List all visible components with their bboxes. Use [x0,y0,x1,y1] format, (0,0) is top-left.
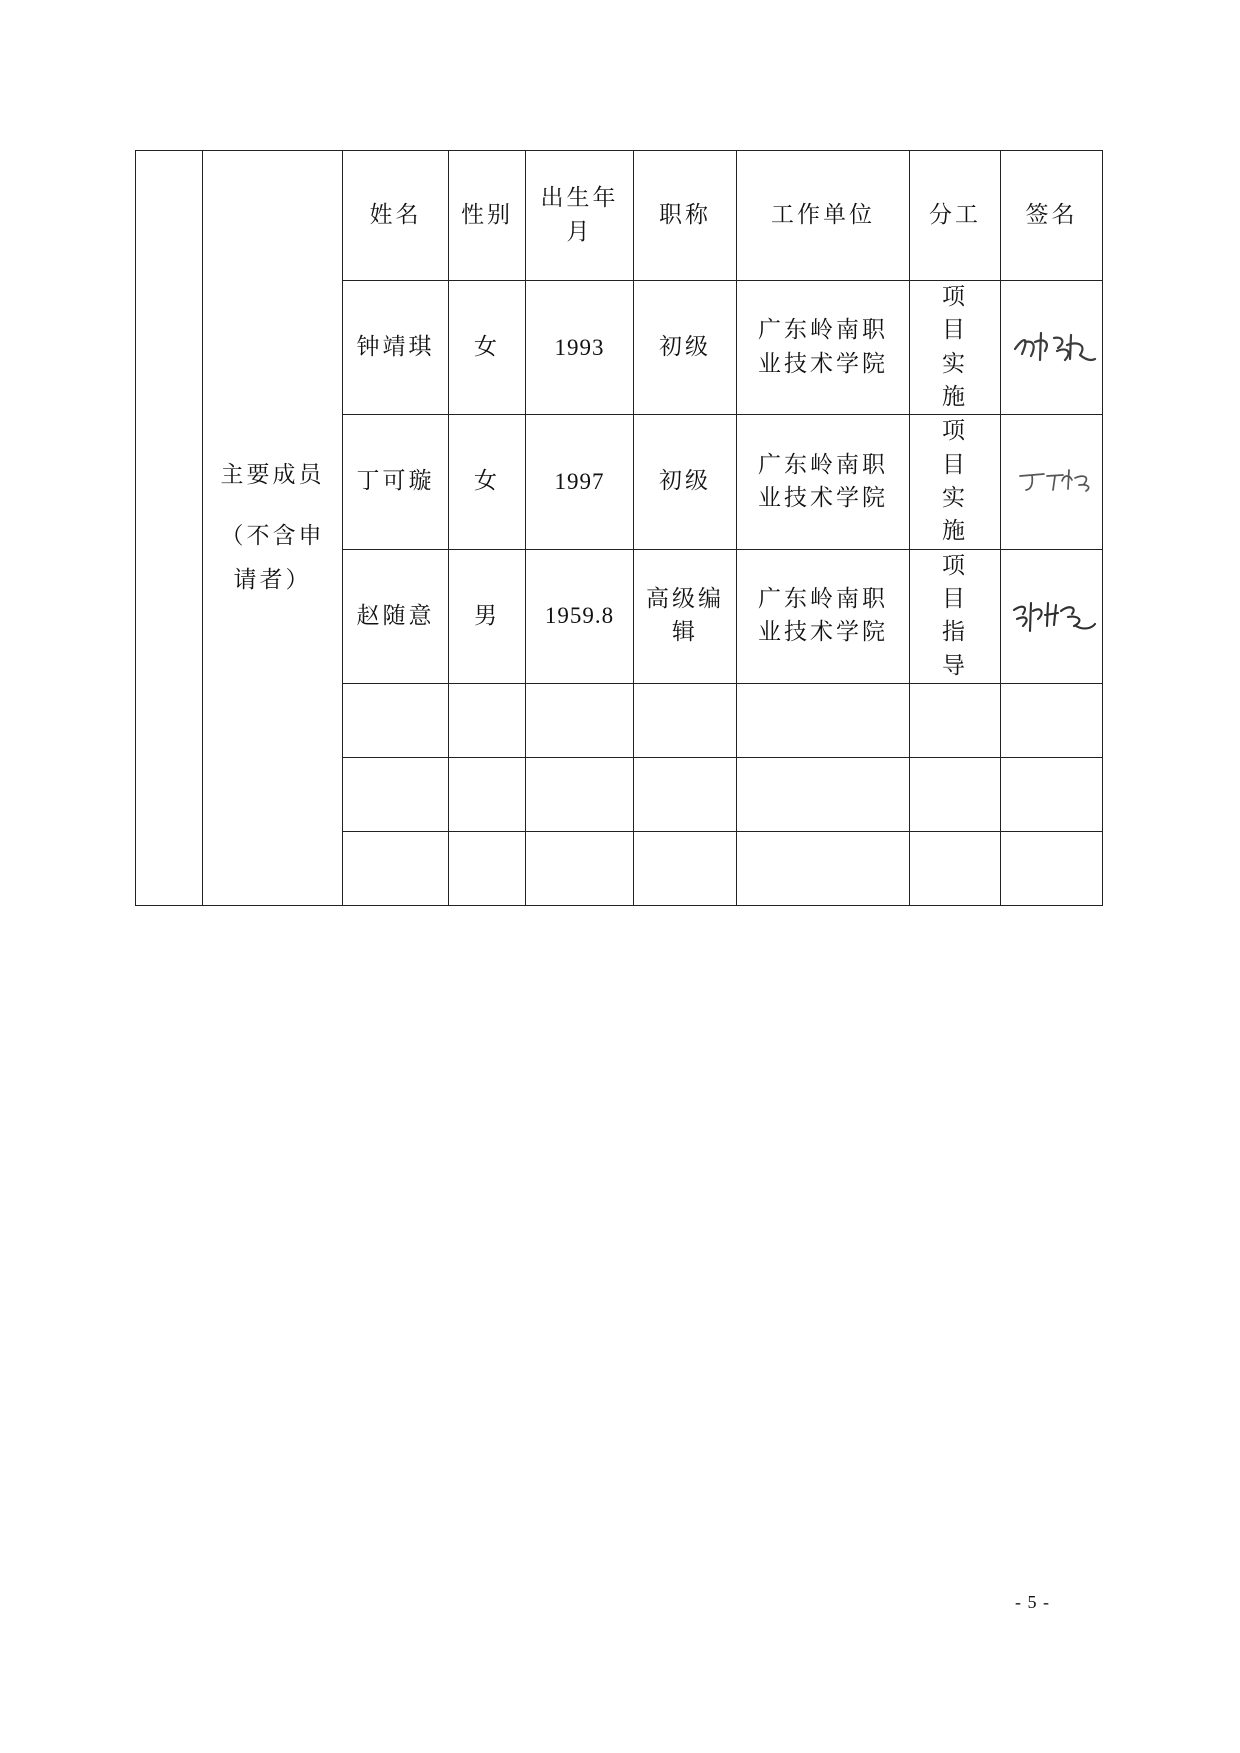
member-title: 初级 [659,468,711,495]
header-work-unit-text: 工作单位 [771,201,875,228]
member-work-unit-cell [737,415,910,549]
header-row [136,151,1103,281]
member-birth: 1993 [554,334,605,360]
empty-cell [1001,832,1103,906]
member-signature-cell [1001,281,1103,415]
member-role: 项目实施 [942,418,968,545]
header-role-text: 分工 [929,201,981,228]
header-birth [526,151,634,281]
empty-cell [737,832,910,906]
signature-image [1007,452,1097,502]
empty-cell [1001,684,1103,758]
empty-cell [737,684,910,758]
empty-cell [910,758,1001,832]
member-work-unit: 广东岭南职业技术学院 [758,586,888,646]
empty-cell [526,758,634,832]
member-gender-cell [449,415,526,549]
member-title-cell [634,281,737,415]
header-signature-text: 签名 [1025,201,1078,228]
header-gender-text: 性别 [461,201,513,228]
empty-cell [449,832,526,906]
header-role [910,151,1001,281]
member-work-unit-cell [737,281,910,415]
header-name [343,151,449,281]
member-birth-cell [526,281,634,415]
empty-cell [634,758,737,832]
member-name: 丁可璇 [356,468,435,495]
member-name-cell [343,415,449,549]
member-birth: 1997 [554,468,605,494]
header-title-text: 职称 [659,201,711,228]
member-work-unit-cell [737,549,910,683]
member-name-cell [343,281,449,415]
section-label-line-1: 主要成员 [220,462,325,489]
member-signature-cell [1001,549,1103,683]
member-role: 项目指导 [942,552,968,679]
member-signature-cell [1001,415,1103,549]
blank-first-column [136,151,203,906]
member-name-cell [343,549,449,683]
member-gender: 女 [474,468,500,495]
member-work-unit: 广东岭南职业技术学院 [758,317,888,377]
signature-image [1007,586,1097,636]
empty-cell [343,832,449,906]
member-name: 赵随意 [356,602,435,629]
empty-cell [526,684,634,758]
header-name-text: 姓名 [369,201,422,228]
header-title [634,151,737,281]
member-title: 初级 [659,334,711,361]
empty-cell [449,758,526,832]
signature-image [1007,318,1097,368]
members-table [135,150,1103,906]
empty-cell [910,684,1001,758]
member-role-cell [910,415,1001,549]
section-label-line-3: 请者） [233,566,312,593]
member-title: 高级编辑 [646,586,724,646]
member-role-cell [910,281,1001,415]
page-number: - 5 - [1015,1592,1050,1612]
header-signature [1001,151,1103,281]
member-role-cell [910,549,1001,683]
member-title-cell [634,415,737,549]
empty-cell [343,684,449,758]
section-label-cell [203,151,343,906]
member-title-cell [634,549,737,683]
member-gender-cell [449,549,526,683]
member-gender-cell [449,281,526,415]
member-birth-cell [526,415,634,549]
member-name: 钟靖琪 [356,334,435,361]
member-gender: 女 [474,334,500,361]
empty-cell [449,684,526,758]
header-birth-text: 出生年月 [540,185,619,245]
empty-cell [343,758,449,832]
empty-cell [634,832,737,906]
empty-cell [634,684,737,758]
empty-cell [526,832,634,906]
member-work-unit: 广东岭南职业技术学院 [758,451,888,512]
section-label-line-2: （不含申 [220,523,325,550]
empty-cell [910,832,1001,906]
member-birth: 1959.8 [544,603,615,629]
member-gender: 男 [474,602,500,629]
member-role: 项目实施 [942,284,968,411]
header-gender [449,151,526,281]
member-birth-cell [526,549,634,683]
empty-cell [1001,758,1103,832]
header-work-unit [737,151,910,281]
empty-cell [737,758,910,832]
